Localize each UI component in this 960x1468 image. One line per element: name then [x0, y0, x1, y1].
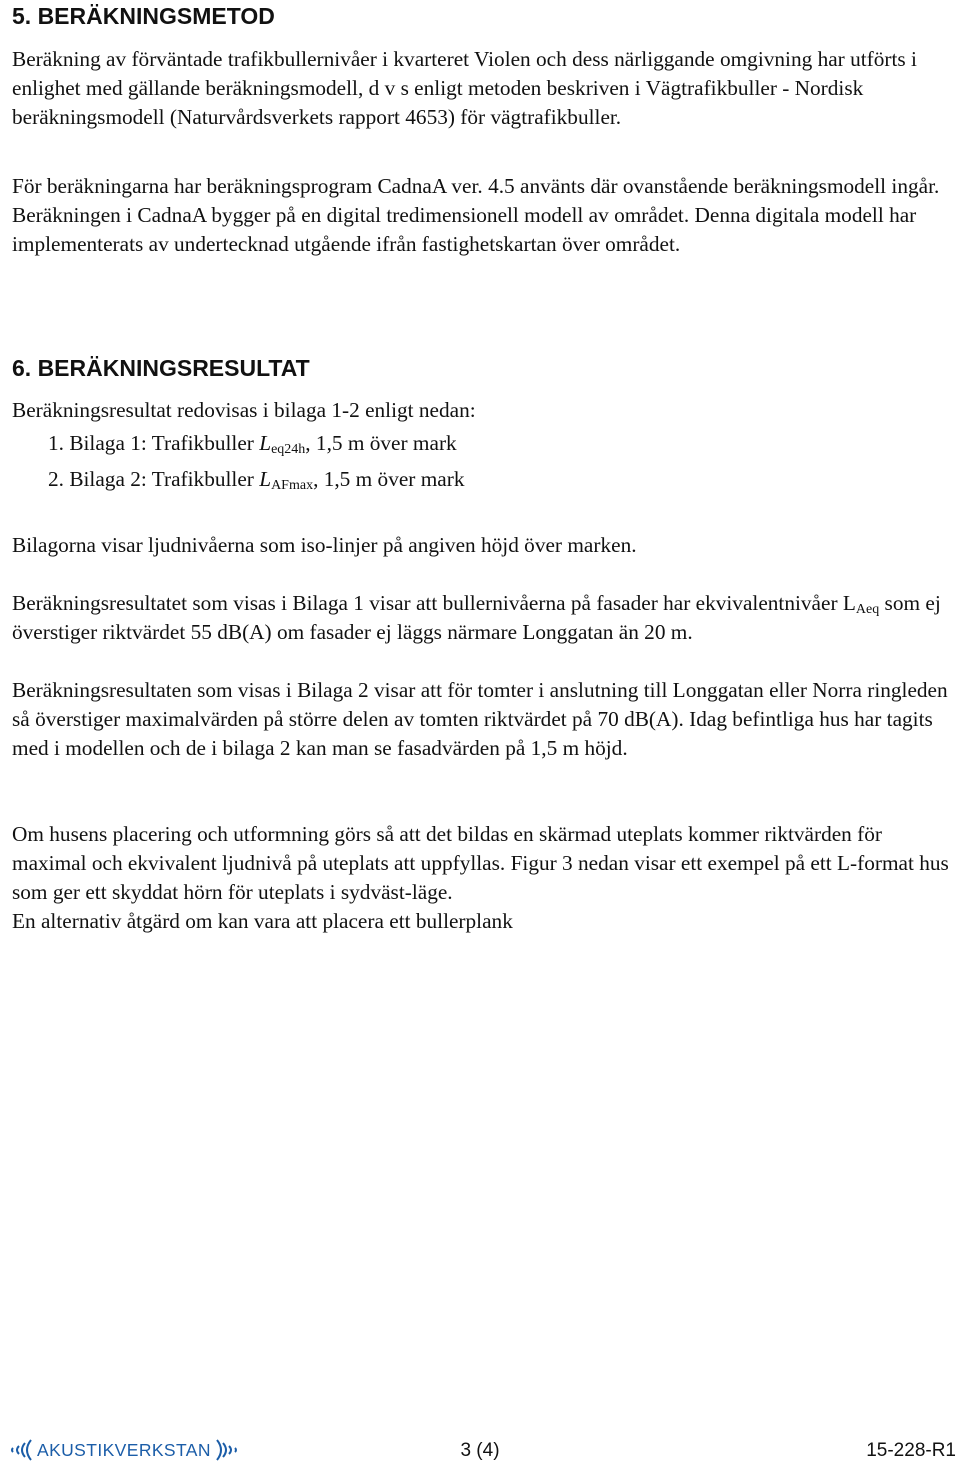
section-5-heading: 5. BERÄKNINGSMETOD: [12, 3, 275, 29]
section-6-intro: Beräkningsresultat redovisas i bilaga 1-2 enligt nedan:: [12, 398, 476, 422]
list-item-suffix: , 1,5 m över mark: [313, 467, 465, 491]
section-5-paragraph-method: Beräkning av förväntade trafikbullernivåer i kvarteret Violen och dess närliggande omgivning har utförts i enlighet med gällande beräkningsmodell, d v s enligt metoden beskriven i Vägtrafikbuller - Nordisk beräkningsmodell (Naturvårdsverkets rapport 4653) för vägtrafikbuller.: [12, 47, 917, 129]
list-item-subscript: AFmax: [271, 478, 314, 493]
alternative-measure-paragraph: En alternativ åtgärd om kan vara att placera ett bullerplank: [12, 909, 513, 933]
result-bilaga-2-paragraph: Beräkningsresultaten som visas i Bilaga 2 visar att för tomter i anslutning till Longgatan eller Norra ringleden så överstiger maximalvärden på större delen av tomten riktvärdet på 70 dB(A). Idag befintliga hus har tagits med i modellen och de i bilaga 2 kan man se fasadvärden på 1,5 m höjd.: [12, 678, 948, 760]
logo-text: AKUSTIKVERKSTAN: [37, 1439, 211, 1460]
list-item-subscript: eq24h: [271, 442, 306, 457]
appendix-list-item-1: [12, 425, 912, 461]
list-item-suffix: , 1,5 m över mark: [305, 431, 457, 455]
section-6-heading: 6. BERÄKNINGSRESULTAT: [12, 355, 310, 381]
result-1-text-before: Beräkningsresultatet som visas i Bilaga 1 visar att bullernivåerna på fasader har ekvivalentnivåer L: [12, 591, 856, 615]
appendix-list-item-2: [12, 461, 912, 497]
list-item-symbol: L: [259, 467, 272, 491]
list-number: 2.: [48, 467, 64, 491]
result-1-subscript: Aeq: [855, 602, 880, 617]
house-placement-paragraph: Om husens placering och utformning görs så att det bildas en skärmad uteplats kommer riktvärden för maximal och ekvivalent ljudnivå på uteplats att uppfyllas. Figur 3 nedan visar ett exempel på ett L-format hus som ger ett skyddat hörn för uteplats i sydväst-läge.: [12, 822, 949, 904]
list-number: 1.: [48, 431, 64, 455]
page-number: 3 (4): [460, 1440, 500, 1461]
page-footer: [0, 1432, 960, 1468]
section-5-paragraph-software: För beräkningarna har beräkningsprogram CadnaA ver. 4.5 använts där ovanstående beräkningsmodell ingår. Beräkningen i CadnaA bygger på en digital tredimensionell modell av området. Denna digitala modell har implementerats av undertecknad utgående ifrån fastighetskartan över området.: [12, 174, 940, 256]
result-1-text-after: som ej överstiger riktvärdet 55 dB(A) om fasader ej läggs närmare Longgatan än 20 m.: [12, 591, 941, 644]
appendix-list: [12, 425, 912, 497]
list-item-prefix: Bilaga 1: Trafikbuller: [69, 431, 260, 455]
document-reference: 15-228-R1: [866, 1440, 956, 1461]
list-item-symbol: L: [259, 431, 272, 455]
list-item-prefix: Bilaga 2: Trafikbuller: [69, 467, 260, 491]
iso-lines-paragraph: Bilagorna visar ljudnivåerna som iso-linjer på angiven höjd över marken.: [12, 533, 637, 557]
result-bilaga-1-paragraph: [12, 589, 952, 647]
